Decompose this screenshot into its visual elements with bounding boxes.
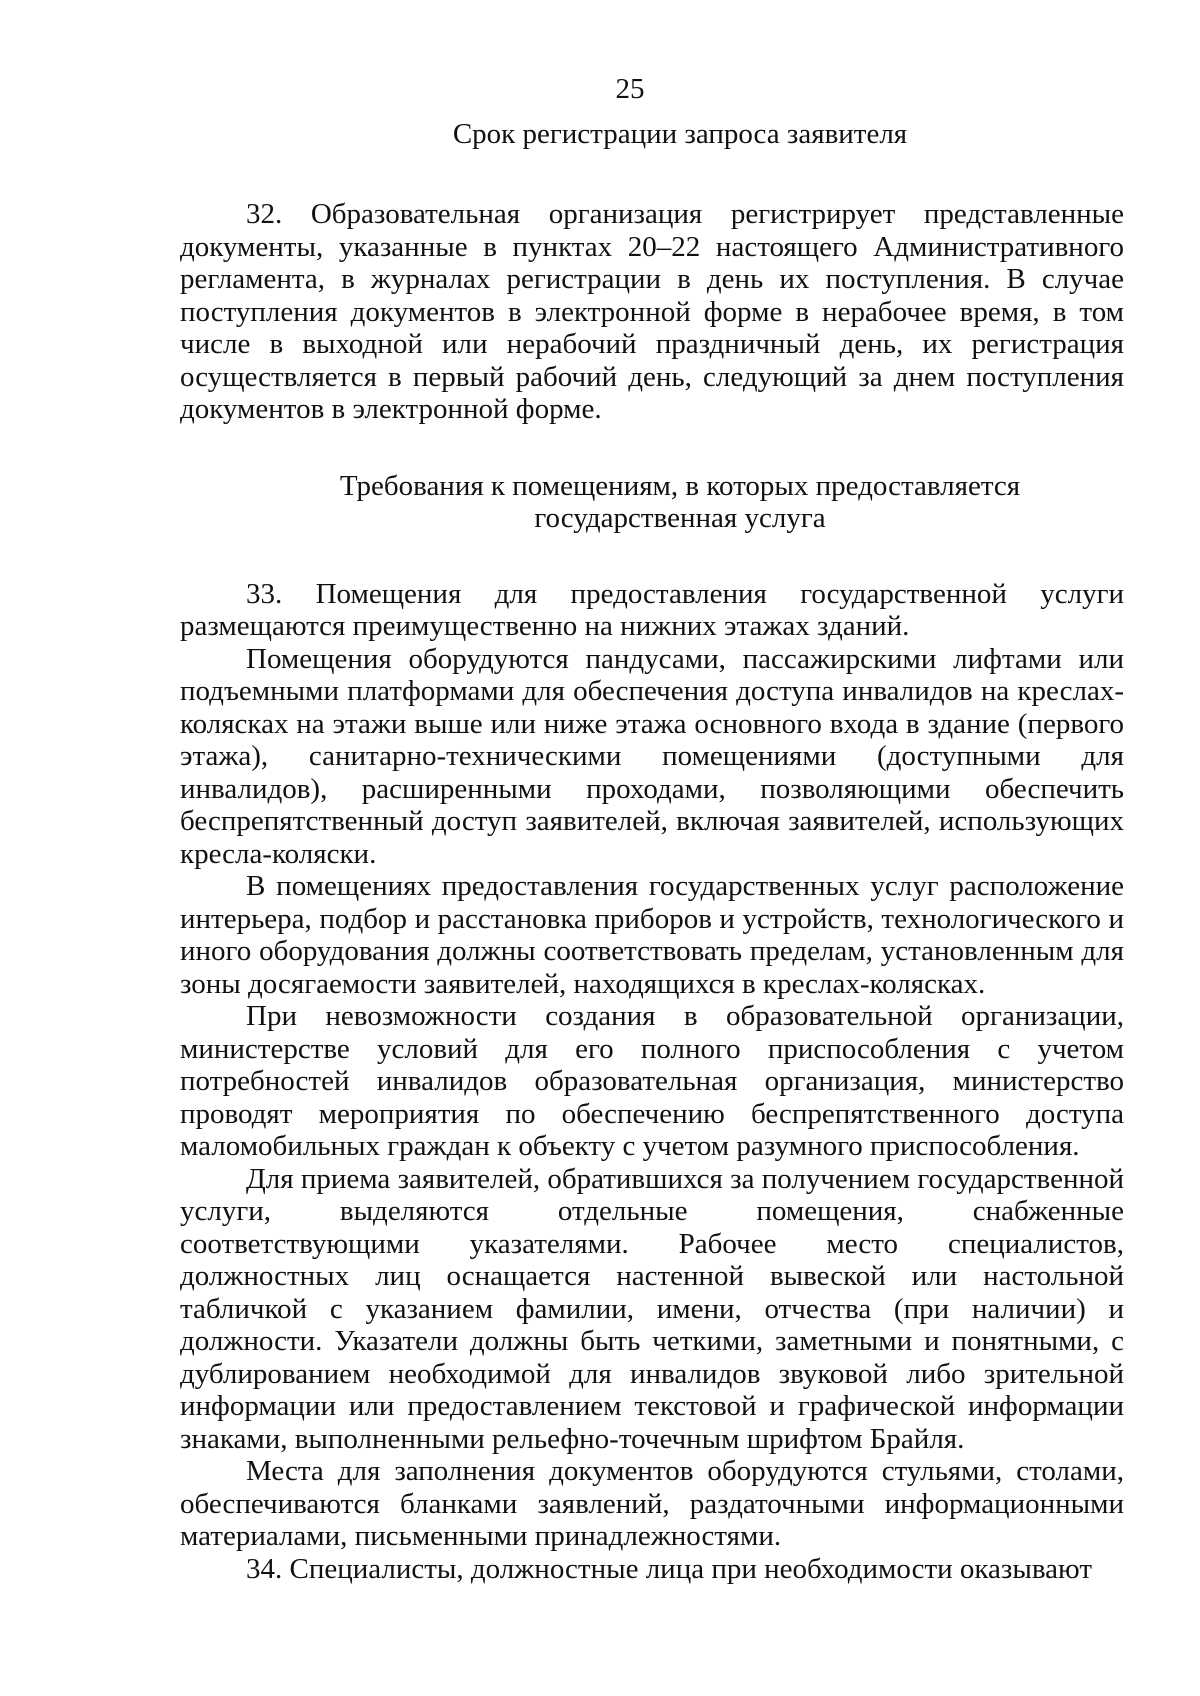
section-heading-premises: Требования к помещениям, в которых предоставляется государственная услуга xyxy=(339,469,1021,534)
paragraph-32: 32. Образовательная организация регистрирует представленные документы, указанные в пунктах 20–22 настоящего Административного регламента, в журналах регистрации в день их поступления. В случае поступления документов в электронной форме в нерабочее время, в том числе в выходной или нерабочий праздничный день, их регистрация осуществляется в первый рабочий день, следующий за днем поступления документов в электронной форме. xyxy=(180,198,1124,425)
paragraph-filling-places: Места для заполнения документов оборудуются стульями, столами, обеспечиваются бланками заявлений, раздаточными информационными материалами, письменными принадлежностями. xyxy=(180,1455,1124,1552)
paragraph-interior: В помещениях предоставления государственных услуг расположение интерьера, подбор и расстановка приборов и устройств, технологического и иного оборудования должны соответствовать пределам, установленным для зоны досягаемости заявителей, находящихся в креслах-колясках. xyxy=(180,870,1124,1000)
paragraph-premises-equipment: Помещения оборудуются пандусами, пассажирскими лифтами или подъемными платформами для обеспечения доступа инвалидов на креслах-колясках на этажи выше или ниже этажа основного входа в здание (первого этажа), санитарно-техническими помещениями (доступными для инвалидов), расширенными проходами, позволяющими обеспечить беспрепятственный доступ заявителей, включая заявителей, использующих кресла-коляски. xyxy=(180,642,1124,870)
paragraph-accessibility: При невозможности создания в образовательной организации, министерстве условий для его полного приспособления с учетом потребностей инвалидов образовательная организация, министерство проводят мероприятия по обеспечению беспрепятственного доступа маломобильных граждан к объекту с учетом разумного приспособления. xyxy=(180,1000,1124,1162)
section-heading-registration: Срок регистрации запроса заявителя xyxy=(452,118,908,150)
page-number: 25 xyxy=(615,73,645,105)
document-body xyxy=(180,118,1124,1585)
paragraph-34: 34. Специалисты, должностные лица при необходимости оказывают xyxy=(246,1552,1092,1585)
paragraph-reception: Для приема заявителей, обратившихся за получением государственной услуги, выделяются отдельные помещения, снабженные соответствующими указателями. Рабочее место специалистов, должностных лиц оснащается настенной вывеской или настольной табличкой с указанием фамилии, имени, отчества (при наличии) и должности. Указатели должны быть четкими, заметными и понятными, с дублированием необходимой для инвалидов звуковой либо зрительной информации или предоставлением текстовой и графической информации знаками, выполненными рельефно-точечным шрифтом Брайля. xyxy=(180,1162,1124,1455)
paragraph-33: 33. Помещения для предоставления государственной услуги размещаются преимущественно на нижних этажах зданий. xyxy=(180,577,1124,642)
